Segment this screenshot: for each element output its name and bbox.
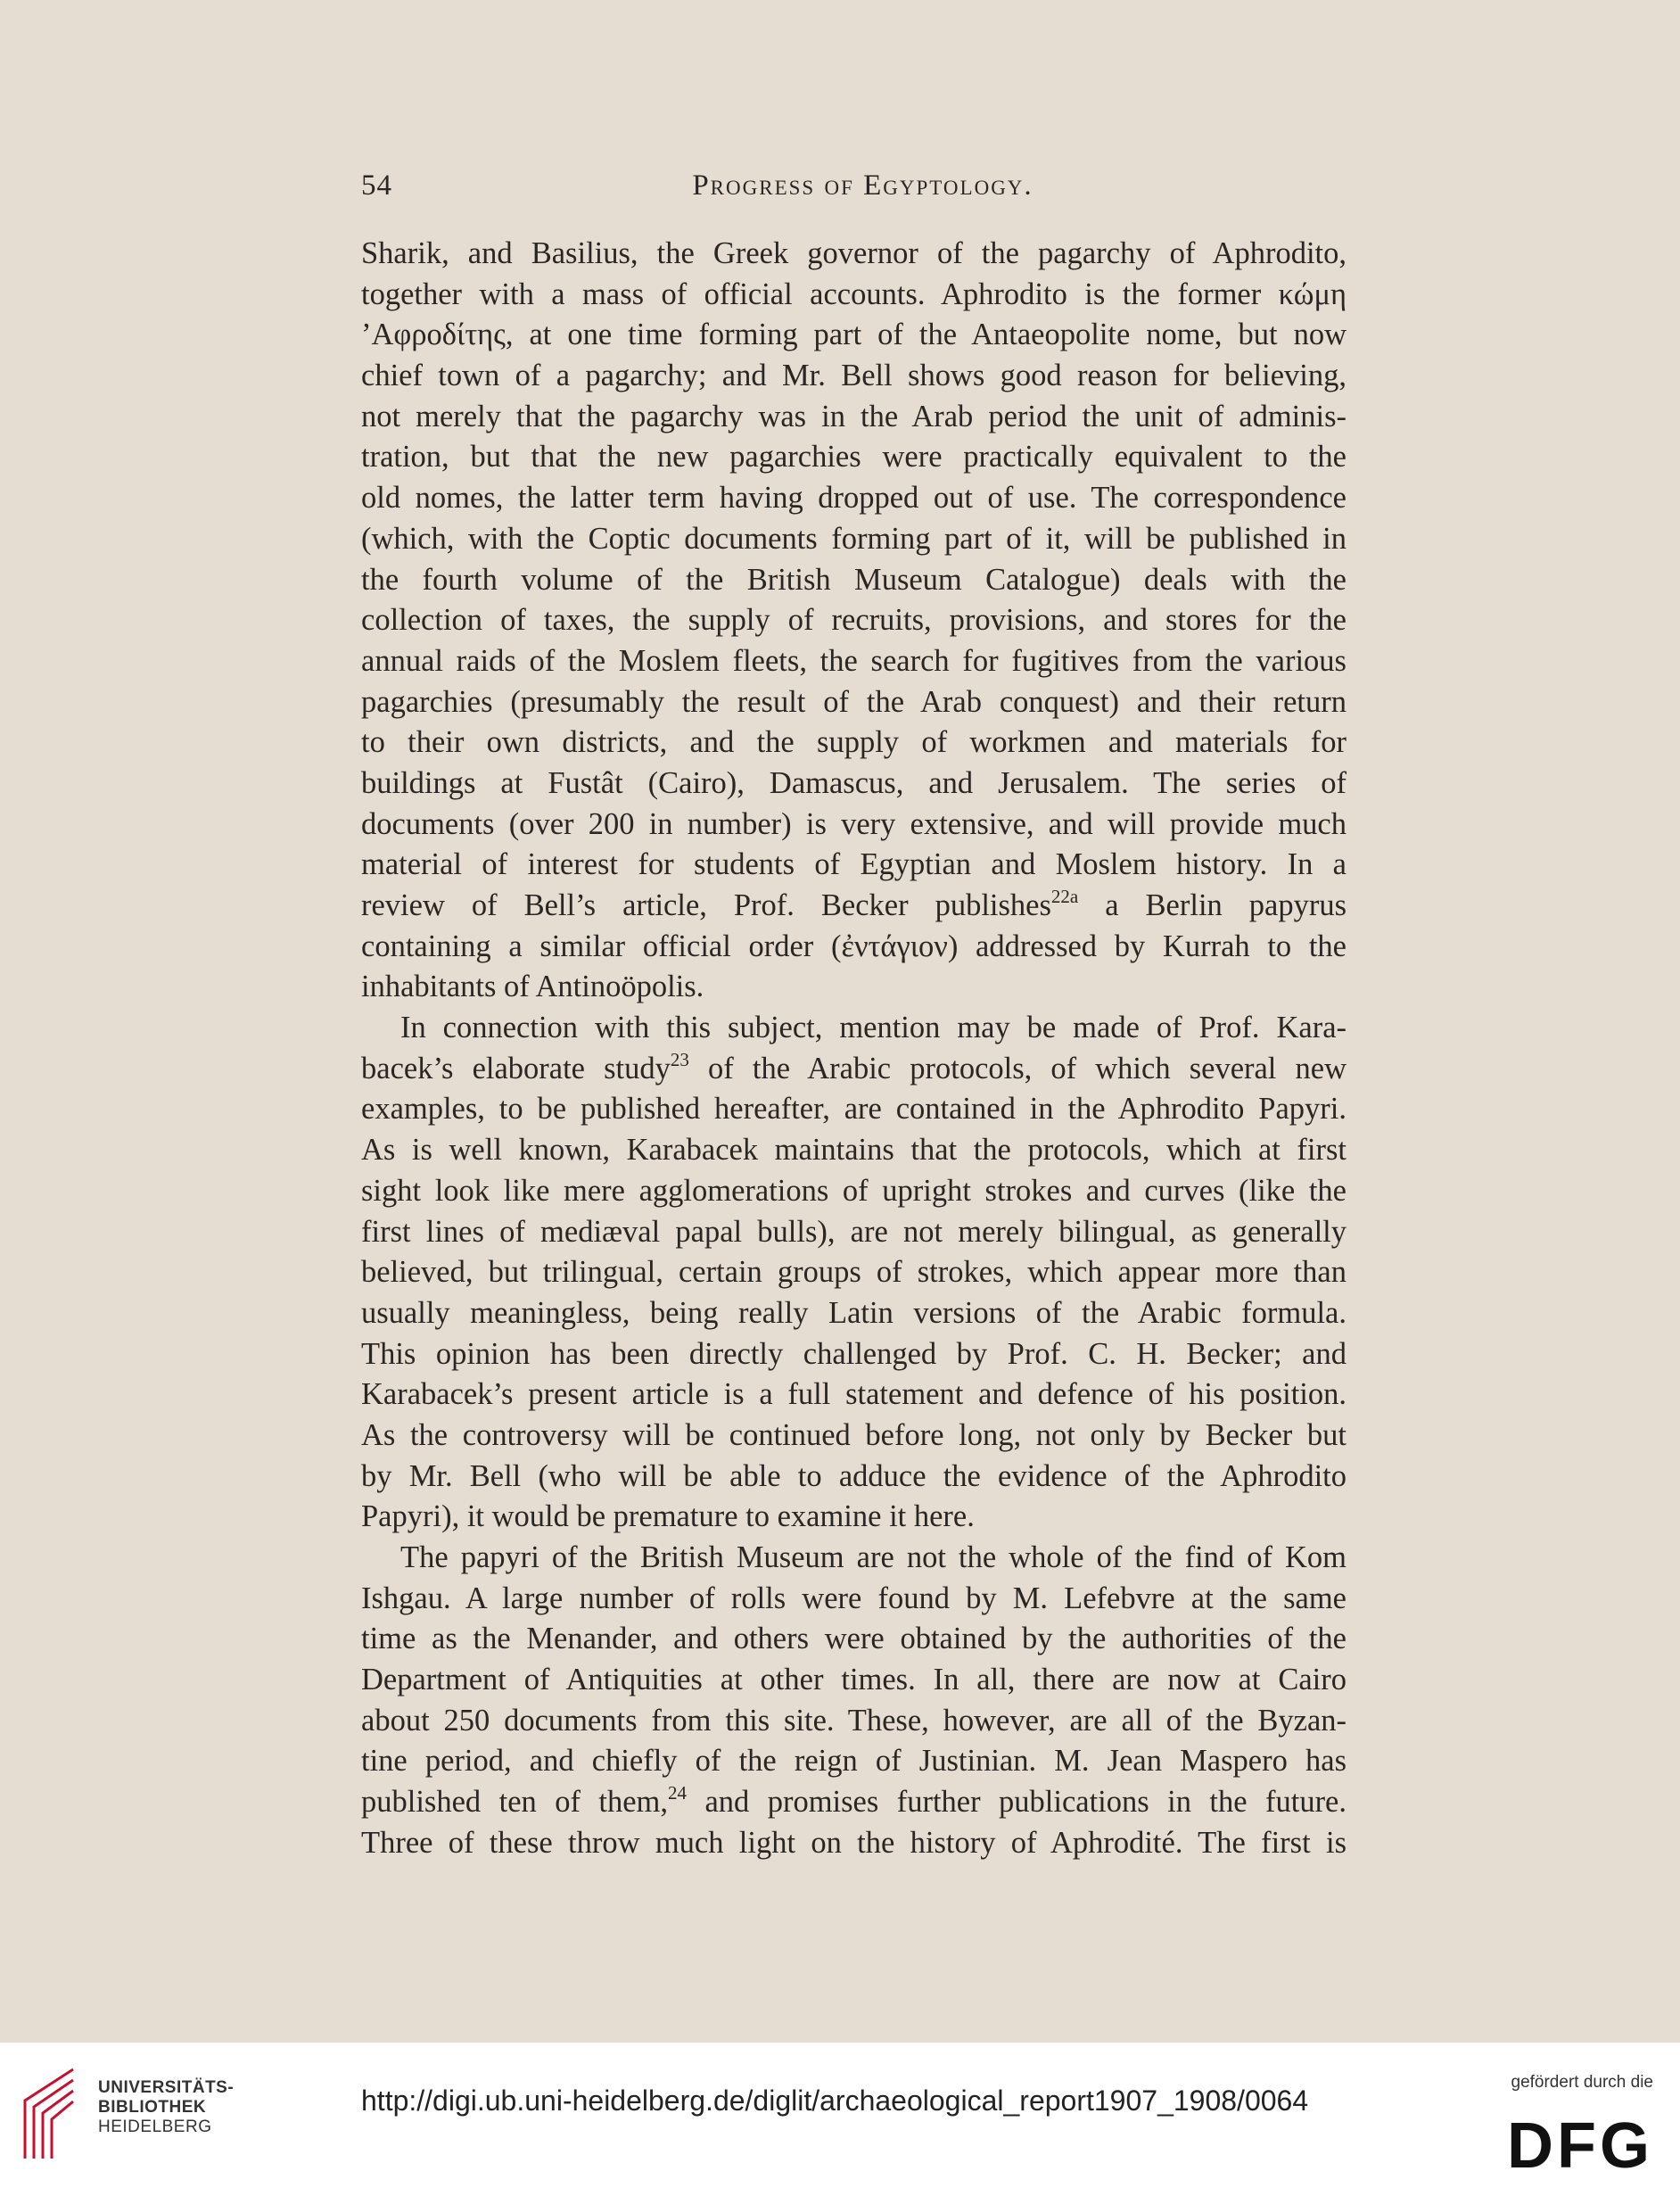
text-segment: review of Bell’s article, Prof. Becker publishes <box>361 888 1051 922</box>
dfg-logo: DFG <box>1507 2110 1653 2182</box>
text-line: old nomes, the latter term having dropped out of use. The correspondence <box>361 481 1346 516</box>
text-line: the fourth volume of the British Museum Catalogue) deals with the <box>361 562 1346 597</box>
body-text <box>361 234 1346 1864</box>
text-line: Three of these throw much light on the history of Aphrodité. The first is <box>361 1825 1346 1860</box>
library-name-line-2: BIBLIOTHEK <box>98 2098 207 2117</box>
library-name-line-3: HEIDELBERG <box>98 2118 212 2136</box>
page-number: 54 <box>361 169 392 202</box>
text-line: buildings at Fustât (Cairo), Damascus, and Jerusalem. The series of <box>361 765 1346 800</box>
text-line: Karabacek’s present article is a full statement and defence of his position. <box>361 1377 1346 1412</box>
text-line: together with a mass of official accounts. Aphrodito is the former κώμη <box>361 277 1346 311</box>
page-header <box>361 169 1364 214</box>
text-line: Department of Antiquities at other times. In all, there are now at Cairo <box>361 1663 1346 1697</box>
text-line: The papyri of the British Museum are not the whole of the find of Kom <box>400 1540 1346 1574</box>
text-line: documents (over 200 in number) is very extensive, and will provide much <box>361 806 1346 841</box>
text-line: As the controversy will be continued before long, not only by Becker but <box>361 1417 1346 1452</box>
source-url-link[interactable]: http://digi.ub.uni-heidelberg.de/diglit/archaeological_report1907_1908/0064 <box>361 2085 1309 2117</box>
text-line: not merely that the pagarchy was in the Arab period the unit of adminis- <box>361 399 1346 433</box>
text-line: containing a similar official order (ἐντάγιον) addressed by Kurrah to the <box>361 929 1346 963</box>
text-line: In connection with this subject, mention may be made of Prof. Kara- <box>400 1011 1346 1045</box>
text-line: (which, with the Coptic documents forming part of it, will be published in <box>361 521 1346 556</box>
text-line: annual raids of the Moslem fleets, the search for fugitives from the various <box>361 643 1346 678</box>
running-head: Progress of Egyptology. <box>692 169 1034 202</box>
text-line <box>361 886 1346 927</box>
text-line: ’Αφροδίτης, at one time forming part of the Antaeopolite nome, but now <box>361 318 1346 352</box>
text-line: tration, but that the new pagarchies were practically equivalent to the <box>361 440 1346 475</box>
text-segment: a Berlin papyrus <box>1078 888 1346 922</box>
text-line <box>361 1782 1346 1823</box>
library-name <box>98 2078 234 2137</box>
text-line: pagarchies (presumably the result of the Arab conquest) and their return <box>361 684 1346 719</box>
funding-label: gefördert durch die <box>1511 2073 1653 2092</box>
text-line: Sharik, and Basilius, the Greek governor of the pagarchy of Aphrodito, <box>361 236 1346 270</box>
text-line: time as the Menander, and others were obtained by the authorities of the <box>361 1622 1346 1656</box>
library-name-line-1: UNIVERSITÄTS- <box>98 2078 235 2097</box>
text-line: sight look like mere agglomerations of upright strokes and curves (like the <box>361 1173 1346 1208</box>
text-line: collection of taxes, the supply of recruits, provisions, and stores for the <box>361 603 1346 638</box>
university-library-logo-icon <box>20 2060 91 2167</box>
text-line: As is well known, Karabacek maintains that the protocols, which at first <box>361 1133 1346 1168</box>
text-line <box>361 1049 1346 1090</box>
text-line: usually meaningless, being really Latin versions of the Arabic formula. <box>361 1295 1346 1330</box>
text-line: to their own districts, and the supply of workmen and materials for <box>361 725 1346 760</box>
text-line: believed, but trilingual, certain groups of strokes, which appear more than <box>361 1255 1346 1290</box>
text-line: material of interest for students of Egyptian and Moslem history. In a <box>361 847 1346 882</box>
text-line: Papyri), it would be premature to examine it here. <box>361 1499 975 1534</box>
footer-bar <box>0 2043 1680 2196</box>
text-line: This opinion has been directly challenged by Prof. C. H. Becker; and <box>361 1336 1346 1371</box>
footnote-marker[interactable]: 24 <box>668 1782 687 1804</box>
footnote-marker[interactable]: 22a <box>1050 886 1079 907</box>
text-segment: bacek’s elaborate study <box>361 1051 671 1086</box>
text-line: inhabitants of Antinoöpolis. <box>361 970 704 1004</box>
text-line: chief town of a pagarchy; and Mr. Bell shows good reason for believing, <box>361 359 1346 393</box>
text-line: by Mr. Bell (who will be able to adduce the evidence of the Aphrodito <box>361 1458 1346 1493</box>
text-line: examples, to be published hereafter, are contained in the Aphrodito Papyri. <box>361 1092 1346 1127</box>
text-line: Ishgau. A large number of rolls were found by M. Lefebvre at the same <box>361 1581 1346 1615</box>
text-segment: published ten of them, <box>361 1785 668 1820</box>
text-line: first lines of mediæval papal bulls), are not merely bilingual, as generally <box>361 1214 1346 1249</box>
footnote-marker[interactable]: 23 <box>670 1048 689 1070</box>
text-segment: of the Arabic protocols, of which several new <box>688 1051 1347 1086</box>
text-line: tine period, and chiefly of the reign of Justinian. M. Jean Maspero has <box>361 1744 1346 1779</box>
text-segment: and promises further publications in the future. <box>687 1785 1346 1820</box>
text-line: about 250 documents from this site. These, however, are all of the Byzan- <box>361 1703 1346 1738</box>
